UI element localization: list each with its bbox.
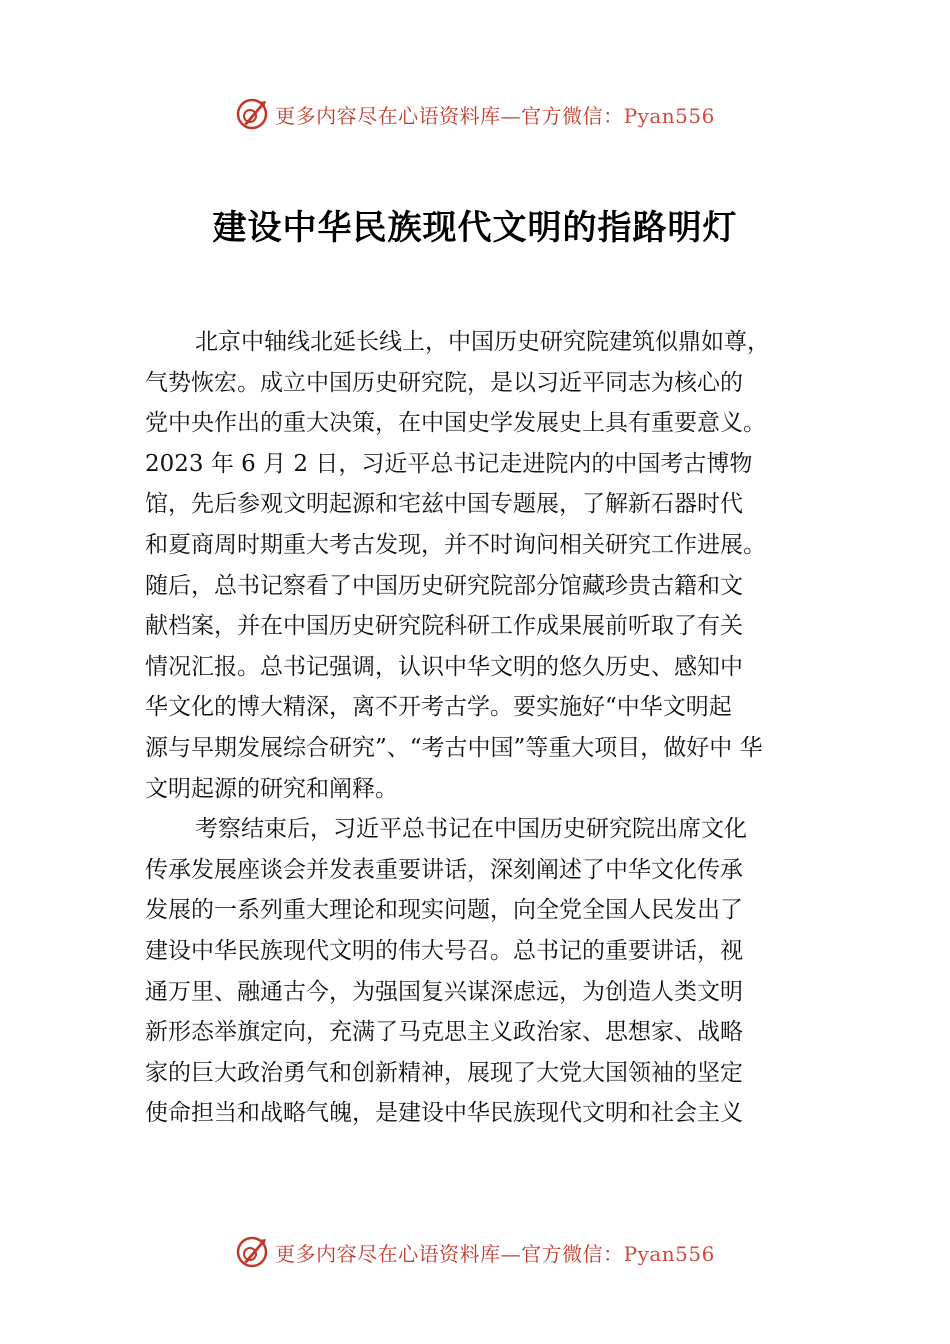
text-line: 源与早期发展综合研究”、“考古中国”等重大项目，做好中 华 xyxy=(145,734,763,761)
text-line: 使命担当和战略气魄，是建设中华民族现代文明和社会主义 xyxy=(145,1100,743,1127)
quill-logo-icon xyxy=(235,97,269,131)
footer-banner xyxy=(0,1232,950,1272)
text-line: 通万里、融通古今，为强国复兴谋深虑远，为创造人类文明 xyxy=(145,978,743,1005)
text-line: 北京中轴线北延长线上，中国历史研究院建筑似鼎如尊， xyxy=(195,329,770,355)
quill-logo-icon xyxy=(235,1235,269,1269)
text-line: 党中央作出的重大决策，在中国史学发展史上具有重要意义。 xyxy=(145,410,766,437)
text-line: 献档案，并在中国历史研究院科研工作成果展前听取了有关 xyxy=(145,613,743,640)
document-title: 建设中华民族现代文明的指路明灯 xyxy=(212,208,738,248)
paragraph xyxy=(145,322,835,809)
paragraph xyxy=(145,809,835,1134)
text-line: 发展的一系列重大理论和现实问题，向全党全国人民发出了 xyxy=(145,897,743,924)
header-banner xyxy=(0,94,950,134)
footer-banner-text: 更多内容尽在心语资料库—官方微信：Pyan556 xyxy=(275,1241,715,1266)
text-line: 华文化的博大精深，离不开考古学。要实施好“中华文明起 xyxy=(145,694,732,721)
text-line: 和夏商周时期重大考古发现，并不时询问相关研究工作进展。 xyxy=(145,531,766,558)
text-line: 2023 年 6 月 2 日，习近平总书记走进院内的中国考古博物 xyxy=(145,450,753,477)
text-line: 情况汇报。总书记强调，认识中华文明的悠久历史、感知中 xyxy=(145,653,743,680)
text-line: 建设中华民族现代文明的伟大号召。总书记的重要讲话，视 xyxy=(145,937,743,964)
text-line: 新形态举旗定向，充满了马克思主义政治家、思想家、战略 xyxy=(145,1019,743,1046)
text-line: 考察结束后，习近平总书记在中国历史研究院出席文化 xyxy=(195,816,747,843)
footer-wechat-id: Pyan556 xyxy=(623,1241,715,1266)
header-banner-text: 更多内容尽在心语资料库—官方微信：Pyan556 xyxy=(275,103,715,128)
header-wechat-id: Pyan556 xyxy=(623,103,715,128)
text-line: 家的巨大政治勇气和创新精神，展现了大党大国领袖的坚定 xyxy=(145,1059,743,1086)
text-line: 传承发展座谈会并发表重要讲话，深刻阐述了中华文化传承 xyxy=(145,856,743,883)
text-line: 随后，总书记察看了中国历史研究院部分馆藏珍贵古籍和文 xyxy=(145,572,743,599)
text-line: 气势恢宏。成立中国历史研究院，是以习近平同志为核心的 xyxy=(145,369,743,396)
text-line: 馆，先后参观文明起源和宅兹中国专题展，了解新石器时代 xyxy=(145,491,743,518)
text-line: 文明起源的研究和阐释。 xyxy=(145,775,398,802)
document-body xyxy=(145,322,835,1134)
